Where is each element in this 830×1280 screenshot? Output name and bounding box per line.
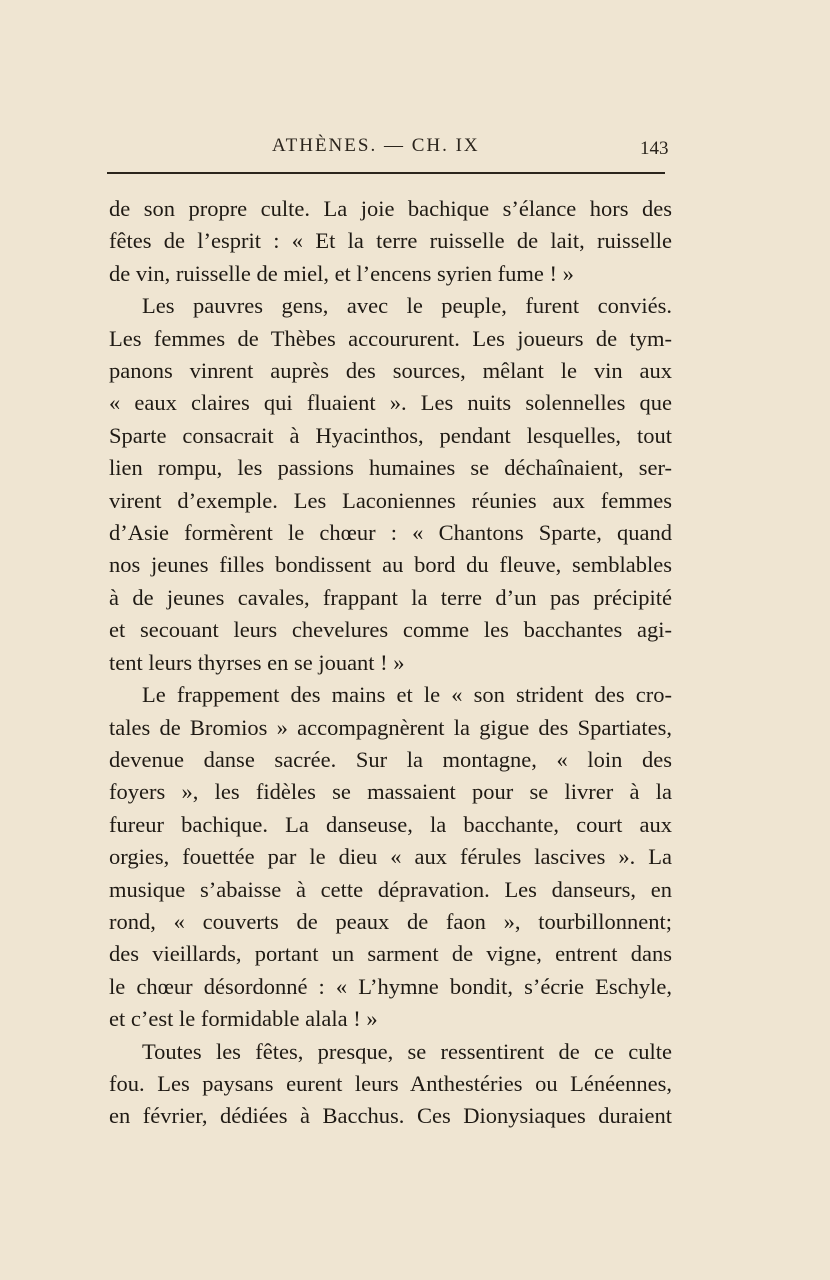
text-line: tales de Bromios » accompagnèrent la gigue des Spartiates, — [109, 714, 672, 740]
text-line: des vieillards, portant un sarment de vigne, entrent dans — [109, 941, 672, 967]
page-number: 143 — [640, 138, 669, 159]
text-line: Toutes les fêtes, presque, se ressentirent de ce culte — [142, 1038, 672, 1064]
text-line: fureur bachique. La danseuse, la bacchante, court aux — [109, 811, 672, 837]
running-head — [0, 135, 830, 161]
text-line: le chœur désordonné : « L’hymne bondit, s’écrie Eschyle, — [109, 973, 672, 999]
text-line: d’Asie formèrent le chœur : « Chantons Sparte, quand — [109, 520, 672, 546]
text-line: panons vinrent auprès des sources, mêlant le vin aux — [109, 358, 672, 384]
running-title: ATHÈNES. — CH. IX — [272, 135, 480, 156]
text-line: rond, « couverts de peaux de faon », tourbillonnent; — [109, 908, 672, 934]
text-line: orgies, fouettée par le dieu « aux férules lascives ». La — [109, 844, 672, 870]
text-line: de vin, ruisselle de miel, et l’encens syrien fume ! » — [109, 260, 574, 286]
text-line: Les pauvres gens, avec le peuple, furent conviés. — [142, 293, 672, 319]
text-line: virent d’exemple. Les Laconiennes réunies aux femmes — [109, 487, 672, 513]
text-line: foyers », les fidèles se massaient pour se livrer à la — [109, 779, 672, 805]
text-line: Sparte consacrait à Hyacinthos, pendant lesquelles, tout — [109, 422, 672, 448]
text-line: nos jeunes filles bondissent au bord du fleuve, semblables — [109, 552, 672, 578]
text-line: et secouant leurs chevelures comme les bacchantes agi- — [109, 617, 672, 643]
text-line: lien rompu, les passions humaines se déchaînaient, ser- — [109, 455, 672, 481]
text-line: tent leurs thyrses en se jouant ! » — [109, 649, 405, 675]
text-line: « eaux claires qui fluaient ». Les nuits solennelles que — [109, 390, 672, 416]
text-line: en février, dédiées à Bacchus. Ces Dionysiaques duraient — [109, 1103, 672, 1129]
body-text — [109, 193, 672, 1133]
text-line: musique s’abaisse à cette dépravation. Les danseurs, en — [109, 876, 672, 902]
text-line: Les femmes de Thèbes accoururent. Les joueurs de tym- — [109, 325, 672, 351]
text-line: devenue danse sacrée. Sur la montagne, « loin des — [109, 746, 672, 772]
text-line: fou. Les paysans eurent leurs Anthestéries ou Lénéennes, — [109, 1070, 672, 1096]
text-line: de son propre culte. La joie bachique s’élance hors des — [109, 196, 672, 221]
header-rule — [107, 172, 665, 174]
text-line: fêtes de l’esprit : « Et la terre ruisselle de lait, ruisselle — [109, 228, 672, 254]
text-line: et c’est le formidable alala ! » — [109, 1006, 378, 1032]
text-line: Le frappement des mains et le « son strident des cro- — [142, 682, 672, 708]
text-line: à de jeunes cavales, frappant la terre d’un pas précipité — [109, 584, 672, 610]
